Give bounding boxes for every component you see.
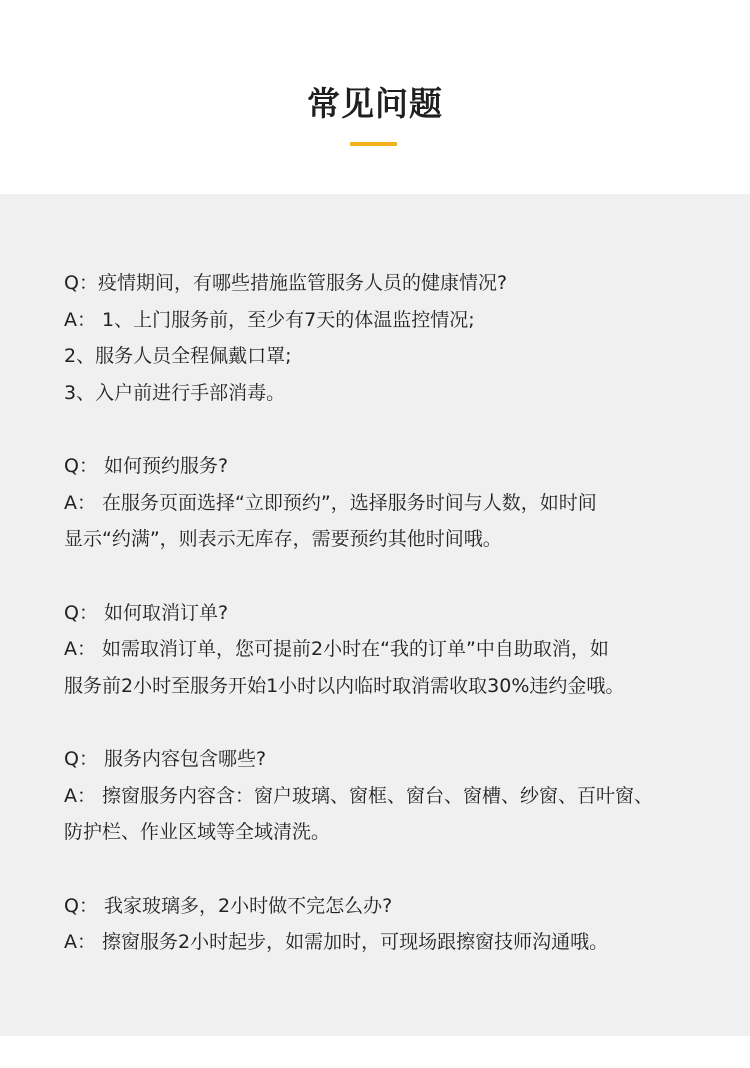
faq-question: Q： 服务内容包含哪些?	[64, 748, 267, 770]
faq-answer-line: 显示“约满”，则表示无库存，需要预约其他时间哦。	[64, 528, 502, 550]
bottom-strip	[0, 1036, 750, 1052]
faq-question: Q： 我家玻璃多，2小时做不完怎么办?	[64, 894, 393, 917]
page-title: 常见问题	[307, 84, 443, 123]
faq-item	[64, 265, 710, 411]
faq-item	[64, 595, 710, 705]
faq-answer-line: 2、服务人员全程佩戴口罩;	[64, 345, 292, 367]
faq-panel	[0, 194, 750, 1052]
faq-answer-line: A： 在服务页面选择“立即预约”，选择服务时间与人数，如时间	[64, 491, 597, 514]
faq-item	[64, 741, 710, 851]
faq-question: Q：疫情期间，有哪些措施监管服务人员的健康情况?	[64, 272, 508, 294]
faq-answer-line: 防护栏、作业区域等全域清洗。	[64, 821, 331, 843]
faq-answer-line: A： 擦窗服务内容含：窗户玻璃、窗框、窗台、窗槽、纱窗、百叶窗、	[64, 784, 654, 807]
faq-answer-line: A： 如需取消订单，您可提前2小时在“我的订单”中自助取消，如	[64, 638, 609, 660]
page-header	[0, 0, 750, 194]
faq-question: Q： 如何预约服务?	[64, 455, 229, 477]
faq-answer-line: A： 擦窗服务2小时起步，如需加时，可现场跟擦窗技师沟通哦。	[64, 931, 609, 953]
faq-answer-line: 服务前2小时至服务开始1小时以内临时取消需收取30%违约金哦。	[64, 674, 625, 697]
faq-item	[64, 888, 710, 961]
faq-question: Q： 如何取消订单?	[64, 601, 229, 624]
title-underline	[350, 142, 397, 146]
faq-answer-line: A： 1、上门服务前，至少有7天的体温监控情况;	[64, 308, 475, 331]
faq-answer-line: 3、入户前进行手部消毒。	[64, 381, 286, 404]
faq-item	[64, 448, 710, 558]
